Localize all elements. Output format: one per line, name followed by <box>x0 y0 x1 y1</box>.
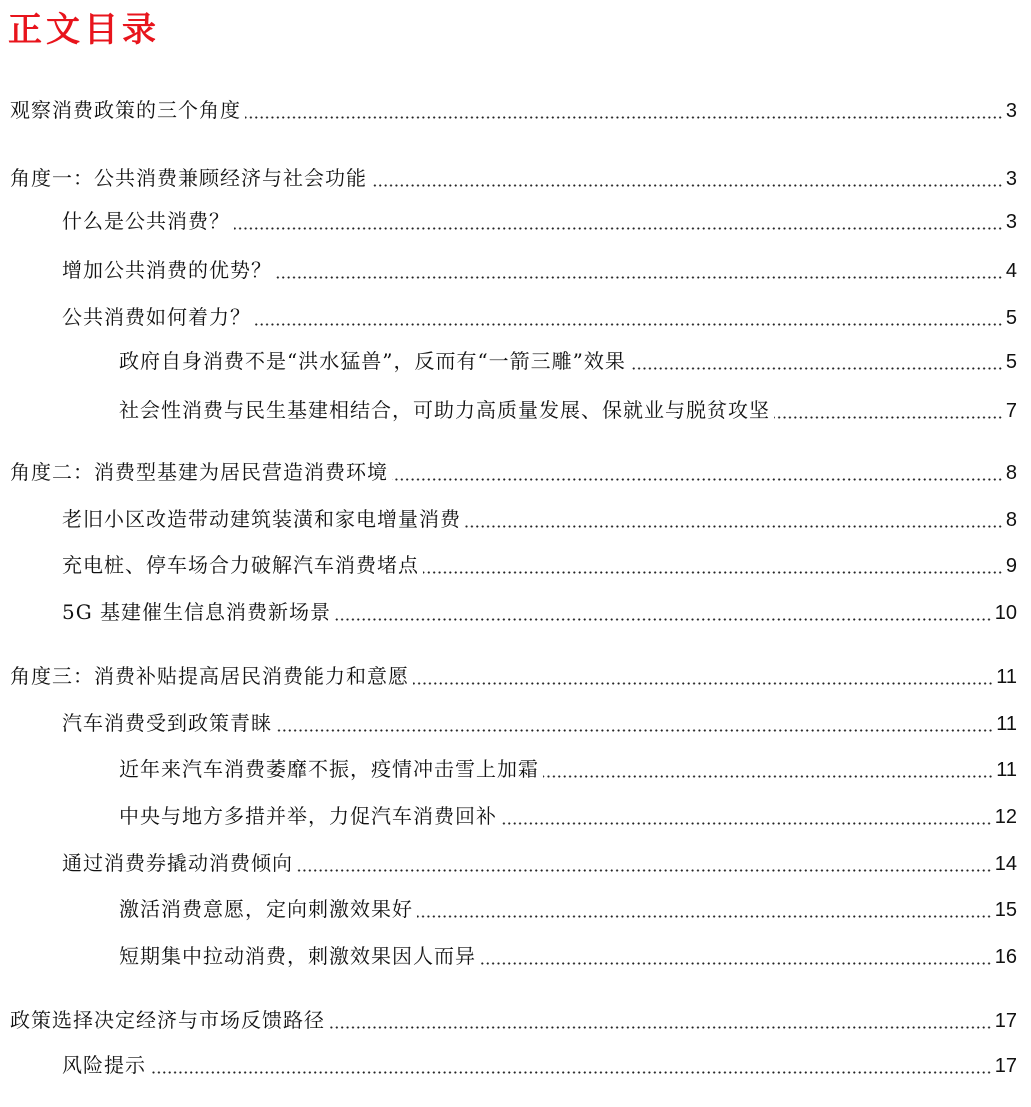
toc-page-number: 11 <box>996 713 1017 735</box>
toc-entry-text: 中央与地方多措并举，力促汽车消费回补 <box>119 804 497 828</box>
toc-entry[interactable] <box>119 346 1017 376</box>
toc-page-number: 15 <box>994 899 1017 921</box>
toc-entry[interactable] <box>119 894 1017 924</box>
dot-leader <box>465 525 1003 528</box>
toc-page-number: 11 <box>996 666 1017 688</box>
dot-leader <box>480 962 992 965</box>
dot-leader <box>392 478 1003 481</box>
toc-page-number: 3 <box>1005 211 1017 233</box>
toc-page-number: 4 <box>1005 260 1017 282</box>
toc-page-number: 12 <box>994 806 1017 828</box>
dot-leader <box>543 775 993 778</box>
toc-entry-text: 充电桩、停车场合力破解汽车消费堵点 <box>62 553 419 577</box>
toc-entry[interactable] <box>62 302 1017 332</box>
dot-leader <box>423 571 1003 574</box>
toc-entry[interactable] <box>10 163 1017 193</box>
toc-page-number: 9 <box>1005 555 1017 577</box>
dot-leader <box>150 1071 992 1074</box>
toc-entry-text: 5G 基建催生信息消费新场景 <box>62 600 332 624</box>
dot-leader <box>501 822 992 825</box>
toc-page-number: 17 <box>994 1010 1017 1032</box>
toc-entry-text: 公共消费如何着力？ <box>62 305 251 329</box>
dot-leader <box>276 729 993 732</box>
dot-leader <box>255 323 1003 326</box>
toc-entry-text: 政策选择决定经济与市场反馈路径 <box>10 1008 325 1032</box>
toc-entry-text: 通过消费券撬动消费倾向 <box>62 851 293 875</box>
toc-page-number: 3 <box>1005 100 1017 122</box>
toc-page-number: 17 <box>994 1055 1017 1077</box>
toc-entry[interactable] <box>62 708 1017 738</box>
toc-page-number: 14 <box>994 853 1017 875</box>
toc-page-number: 5 <box>1005 351 1017 373</box>
dot-leader <box>234 227 1003 230</box>
toc-entry-text: 角度一：公共消费兼顾经济与社会功能 <box>10 166 367 190</box>
dot-leader <box>417 915 992 918</box>
toc-entry[interactable] <box>119 941 1017 971</box>
toc-entry[interactable] <box>62 504 1017 534</box>
toc-entry-text: 观察消费政策的三个角度 <box>10 98 241 122</box>
toc-entry-text: 什么是公共消费？ <box>62 209 230 233</box>
dot-leader <box>297 869 992 872</box>
toc-entry-text: 近年来汽车消费萎靡不振，疫情冲击雪上加霜 <box>119 757 539 781</box>
toc-entry[interactable] <box>10 457 1017 487</box>
toc-entry[interactable] <box>62 848 1017 878</box>
toc-entry-text: 激活消费意愿，定向刺激效果好 <box>119 897 413 921</box>
toc-entry-text: 汽车消费受到政策青睐 <box>62 711 272 735</box>
toc-entry[interactable] <box>119 395 1017 425</box>
dot-leader <box>371 184 1003 187</box>
dot-leader <box>630 367 1003 370</box>
toc-page-number: 10 <box>994 602 1017 624</box>
toc-page-number: 7 <box>1005 400 1017 422</box>
toc-page-number: 16 <box>994 946 1017 968</box>
toc-page-number: 11 <box>996 759 1017 781</box>
toc-page-number: 5 <box>1005 307 1017 329</box>
toc-title: 正文目录 <box>8 10 160 50</box>
toc-entry-text: 角度二：消费型基建为居民营造消费环境 <box>10 460 388 484</box>
toc-entry[interactable] <box>10 95 1017 125</box>
toc-entry-text: 社会性消费与民生基建相结合，可助力高质量发展、保就业与脱贫攻坚 <box>119 398 770 422</box>
toc-entry-text: 政府自身消费不是“洪水猛兽”，反而有“一箭三雕”效果 <box>119 349 626 373</box>
toc-entry[interactable] <box>119 801 1017 831</box>
toc-page-number: 8 <box>1005 462 1017 484</box>
toc-entry-text: 短期集中拉动消费，刺激效果因人而异 <box>119 944 476 968</box>
dot-leader <box>413 682 993 685</box>
dot-leader <box>335 618 992 621</box>
toc-entry[interactable] <box>10 661 1017 691</box>
dot-leader <box>774 416 1003 419</box>
toc-page-number: 3 <box>1005 168 1017 190</box>
toc-entry-text: 增加公共消费的优势？ <box>62 258 272 282</box>
toc-entry-text: 风险提示 <box>62 1053 146 1077</box>
toc-page-number: 8 <box>1005 509 1017 531</box>
dot-leader <box>276 276 1003 279</box>
toc-entry[interactable] <box>62 255 1017 285</box>
dot-leader <box>329 1026 992 1029</box>
toc-entry[interactable] <box>62 1050 1017 1080</box>
toc-entry[interactable] <box>10 1005 1017 1035</box>
toc-entry[interactable] <box>62 206 1017 236</box>
dot-leader <box>245 116 1003 119</box>
toc-entry[interactable] <box>62 597 1017 627</box>
toc-entry[interactable] <box>119 754 1017 784</box>
toc-entry-text: 老旧小区改造带动建筑装潢和家电增量消费 <box>62 507 461 531</box>
toc-entry-text: 角度三：消费补贴提高居民消费能力和意愿 <box>10 664 409 688</box>
toc-entry[interactable] <box>62 550 1017 580</box>
